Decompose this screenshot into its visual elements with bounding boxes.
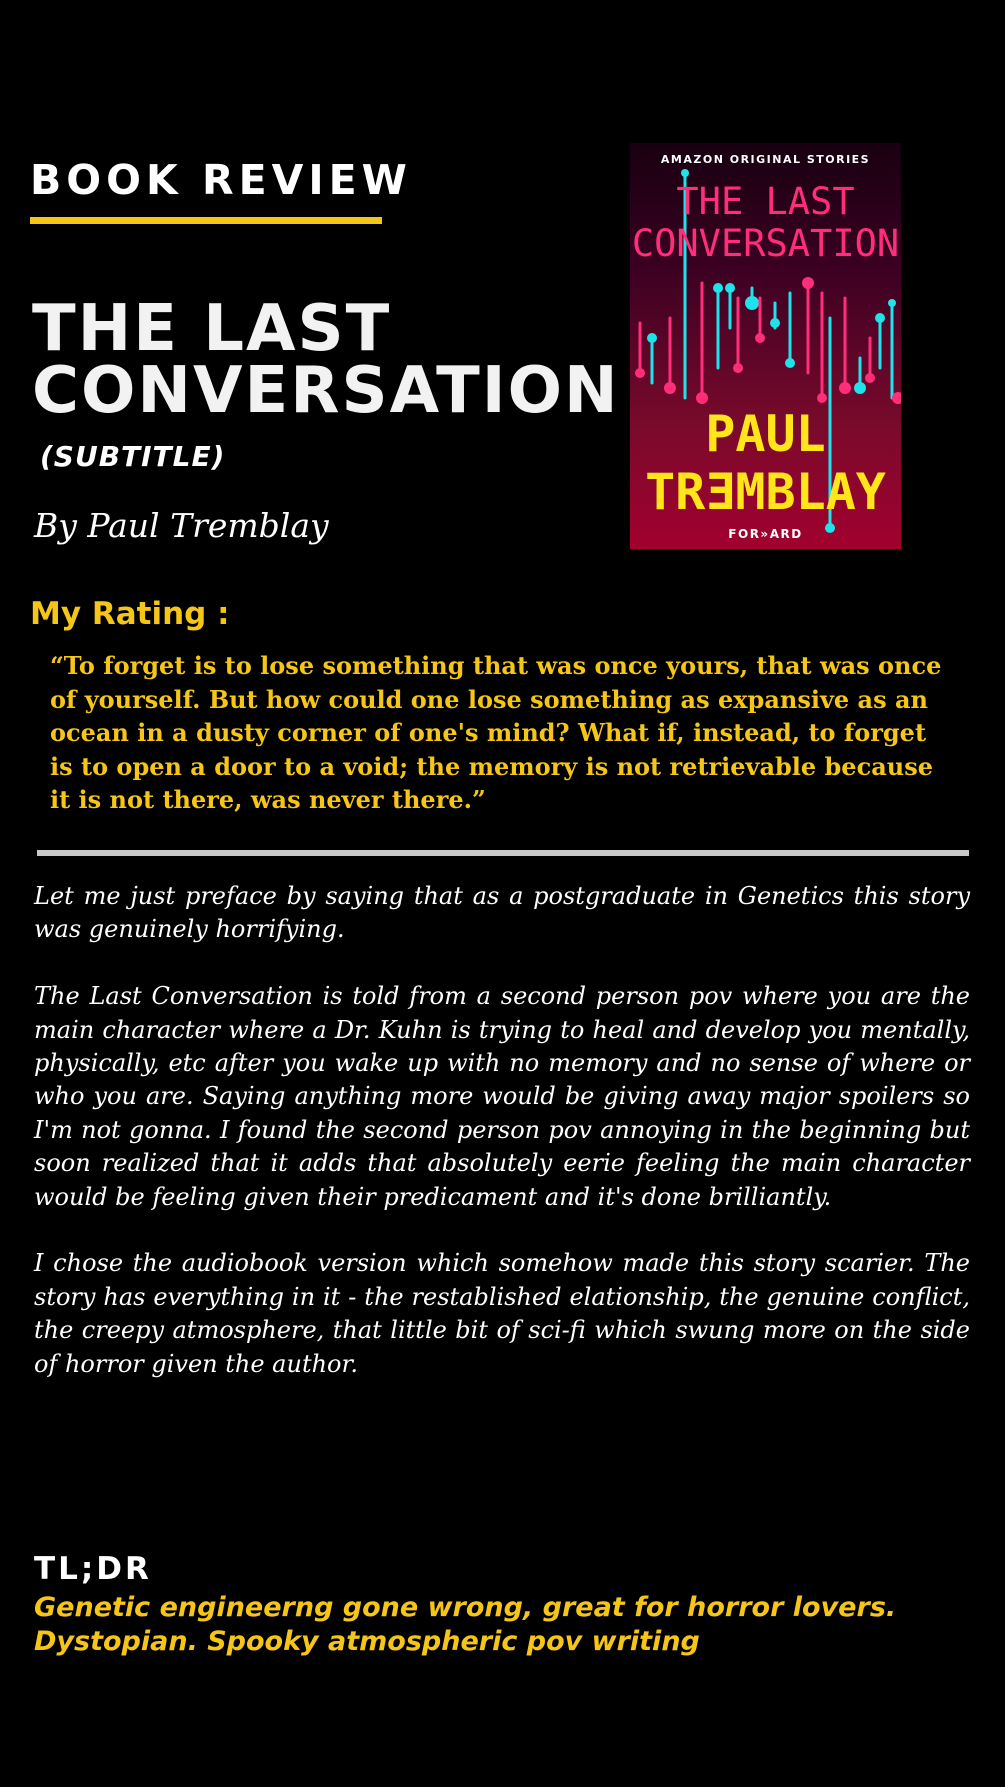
section-label: BOOK REVIEW [30,156,412,204]
book-cover-image [630,143,901,549]
cover-publisher: FOR»ARD [728,527,803,541]
section-underline [30,217,382,224]
cover-author: PAUL TRƎMBLAY [645,405,886,521]
tldr-label: TL;DR [34,1551,152,1587]
book-quote: “To forget is to lose something that was once yours, that was once of yourself. But how could one lose something as expansive as an ocean in a dusty corner of one's mind? What if, instead, to forget is to open a door to a void; the memory is not retrievable because it is not there, was never there.” [50,651,942,814]
review-paragraph: Let me just preface by saying that as a postgraduate in Genetics this story was genuinely horrifying. [34,882,970,944]
cover-title: THE LAST CONVERSATION [631,180,900,265]
review-body [34,880,970,1414]
rating-label: My Rating : [30,596,230,632]
cover-series-label: AMAZON ORIGINAL STORIES [660,153,871,166]
section-divider [37,850,969,856]
review-paragraph: The Last Conversation is told from a second person pov where you are the main character where a Dr. Kuhn is trying to heal and develop you mentally, physically, etc after you wake up with no memory and no sense of where or who you are. Saying anything more would be giving away major spoilers so I'm not gonna. I found the second person pov annoying in the beginning but soon realized that it adds that absolutely eerie feeling the main character would be feeling given their predicament and it's done brilliantly. [34,982,970,1211]
tldr-summary: Genetic engineerng gone wrong, great for horror lovers. Dystopian. Spooky atmospheric pov writing [34,1592,897,1657]
review-paragraph: I chose the audiobook version which somehow made this story scarier. The story has everything in it - the restablished elationship, the genuine conflict, the creepy atmosphere, that little bit of sci-fi which swung more on the side of horror given the author. [34,1249,970,1378]
book-subtitle: (SUBTITLE) [40,440,226,473]
book-author-byline: By Paul Tremblay [34,506,329,545]
book-title: THE LAST CONVERSATION [32,292,620,428]
